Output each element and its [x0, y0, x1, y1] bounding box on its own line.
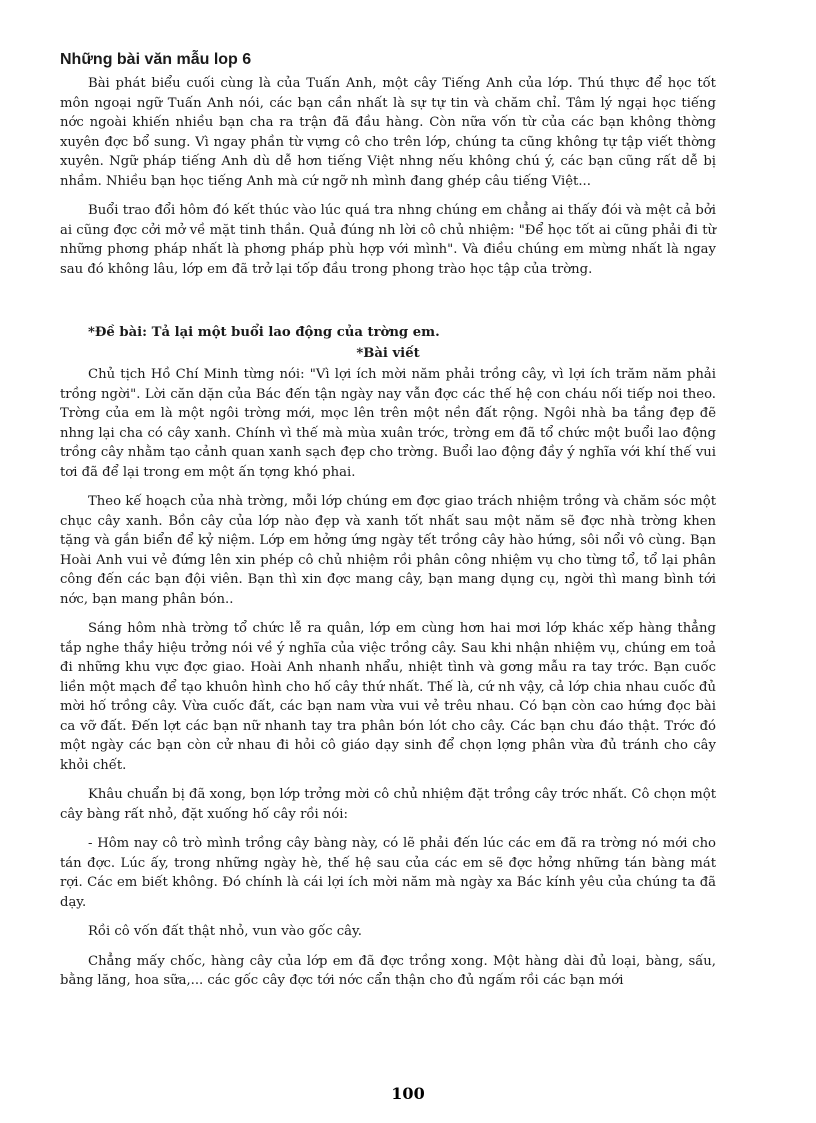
essay-subheading: *Bài viết — [356, 346, 420, 361]
page-number: 100 — [391, 1084, 425, 1103]
paragraph: Sáng hôm nhà trờng tổ chức lễ ra quân, lớp em cùng hơn hai mơi lớp khác xếp hàng thẳng tắp nghe thầy hiệu trởng nói về ý nghĩa của việc trồng cây. Sau khi nhận nhiệm vụ, chúng em toả đi những khu vực đợc giao. Hoài Anh nhanh nhẩu, nhiệt tình và gơng mẫu ra tay trớc. Bạn cuốc liền một mạch để tạo khuôn hình cho hố cây thứ nhất. Thế là, cứ nh vậy, cả lớp chia nhau cuốc đủ mời hố trồng cây. Vừa cuốc đất, các bạn nam vừa vui vẻ trêu nhau. Có bạn còn cao hứng đọc bài ca vỡ đất. Đến lợt các bạn nữ nhanh tay tra phân bón lót cho cây. Các bạn chu đáo thật. Trớc đó một ngày các bạn còn cử nhau đi hỏi cô giáo dạy sinh để chọn lợng phân vừa đủ tránh cho cây khỏi chết. — [60, 621, 716, 773]
document-page — [60, 50, 716, 991]
paragraph: Theo kế hoạch của nhà trờng, mỗi lớp chúng em đợc giao trách nhiệm trồng và chăm sóc một chục cây xanh. Bồn cây của lớp nào đẹp và xanh tốt nhất sau một năm sẽ đợc nhà trờng khen tặng và gắn biển để kỷ niệm. Lớp em hởng ứng ngày tết trồng cây hào hứng, sôi nổi vô cùng. Bạn Hoài Anh vui vẻ đứng lên xin phép cô chủ nhiệm rồi phân công nhiệm vụ cho từng tổ, tổ lại phân công đến các bạn đội viên. Bạn thì xin đợc mang cây, bạn mang dụng cụ, ngời thì mang bình tới nớc, bạn mang phân bón.. — [60, 494, 716, 607]
paragraph: Chẳng mấy chốc, hàng cây của lớp em đã đợc trồng xong. Một hàng dài đủ loại, bàng, sấu, bằng lăng, hoa sữa,... các gốc cây đợc tới nớc cẩn thận cho đủ ngấm rồi các bạn mới — [60, 953, 716, 988]
paragraph: Chủ tịch Hồ Chí Minh từng nói: "Vì lợi ích mời năm phải trồng cây, vì lợi ích trăm năm phải trồng ngời". Lời căn dặn của Bác đến tận ngày nay vẫn đợc các thế hệ con cháu nối tiếp noi theo. Trờng của em là một ngôi trờng mới, mọc lên trên một nền đất rộng. Ngôi nhà ba tầng đẹp đẽ nhng lại cha có cây xanh. Chính vì thế mà mùa xuân trớc, trờng em đã tổ chức một buổi lao động trồng cây nhằm tạo cảnh quan xanh sạch đẹp cho trờng. Buổi lao động đầy ý nghĩa với khí thế vui tơi đã để lại trong em một ấn tợng khó phai. — [60, 367, 716, 480]
document-title: Những bài văn mẫu lop 6 — [60, 51, 252, 68]
paragraph: Buổi trao đổi hôm đó kết thúc vào lúc quá tra nhng chúng em chẳng ai thấy đói và mệt cả bởi ai cũng đợc cởi mở về mặt tinh thần. Quả đúng nh lời cô chủ nhiệm: "Để học tốt ai cũng phải đi từ những phơng pháp nhất là phơng pháp phù hợp với mình". Và điều chúng em mừng nhất là ngay sau đó không lâu, lớp em đã trở lại tốp đầu trong phong trào học tập của trờng. — [60, 203, 716, 277]
paragraph: Khâu chuẩn bị đã xong, bọn lớp trởng mời cô chủ nhiệm đặt trồng cây trớc nhất. Cô chọn một cây bàng rất nhỏ, đặt xuống hố cây rồi nói: — [60, 787, 716, 822]
paragraph: Rồi cô vốn đất thật nhỏ, vun vào gốc cây. — [88, 924, 362, 939]
essay-prompt-heading: *Đề bài: Tả lại một buổi lao động của trờng em. — [88, 325, 440, 340]
paragraph: Bài phát biểu cuối cùng là của Tuấn Anh, một cây Tiếng Anh của lớp. Thú thực để học tốt môn ngoại ngữ Tuấn Anh nói, các bạn cần nhất là sự tự tin và chăm chỉ. Tâm lý ngại học tiếng nớc ngoài khiến nhiều bạn cha ra trận đã đầu hàng. Còn nữa vốn từ của các bạn không thờng xuyên đợc bổ sung. Vì ngay phần từ vựng cô cho trên lớp, chúng ta cũng không tự tập viết thờng xuyên. Ngữ pháp tiếng Anh dù dễ hơn tiếng Việt nhng nếu không chú ý, các bạn cũng rất dễ bị nhầm. Nhiều bạn học tiếng Anh mà cứ ngỡ nh mình đang ghép câu tiếng Việt... — [60, 76, 716, 189]
dialogue-paragraph: - Hôm nay cô trò mình trồng cây bàng này, có lẽ phải đến lúc các em đã ra trờng nó mới cho tán đợc. Lúc ấy, trong những ngày hè, thế hệ sau của các em sẽ đợc hởng những tán bàng mát rợi. Các em biết không. Đó chính là cái lợi ích mời năm mà ngày xa Bác kính yêu của chúng ta đã dạy. — [60, 836, 716, 910]
